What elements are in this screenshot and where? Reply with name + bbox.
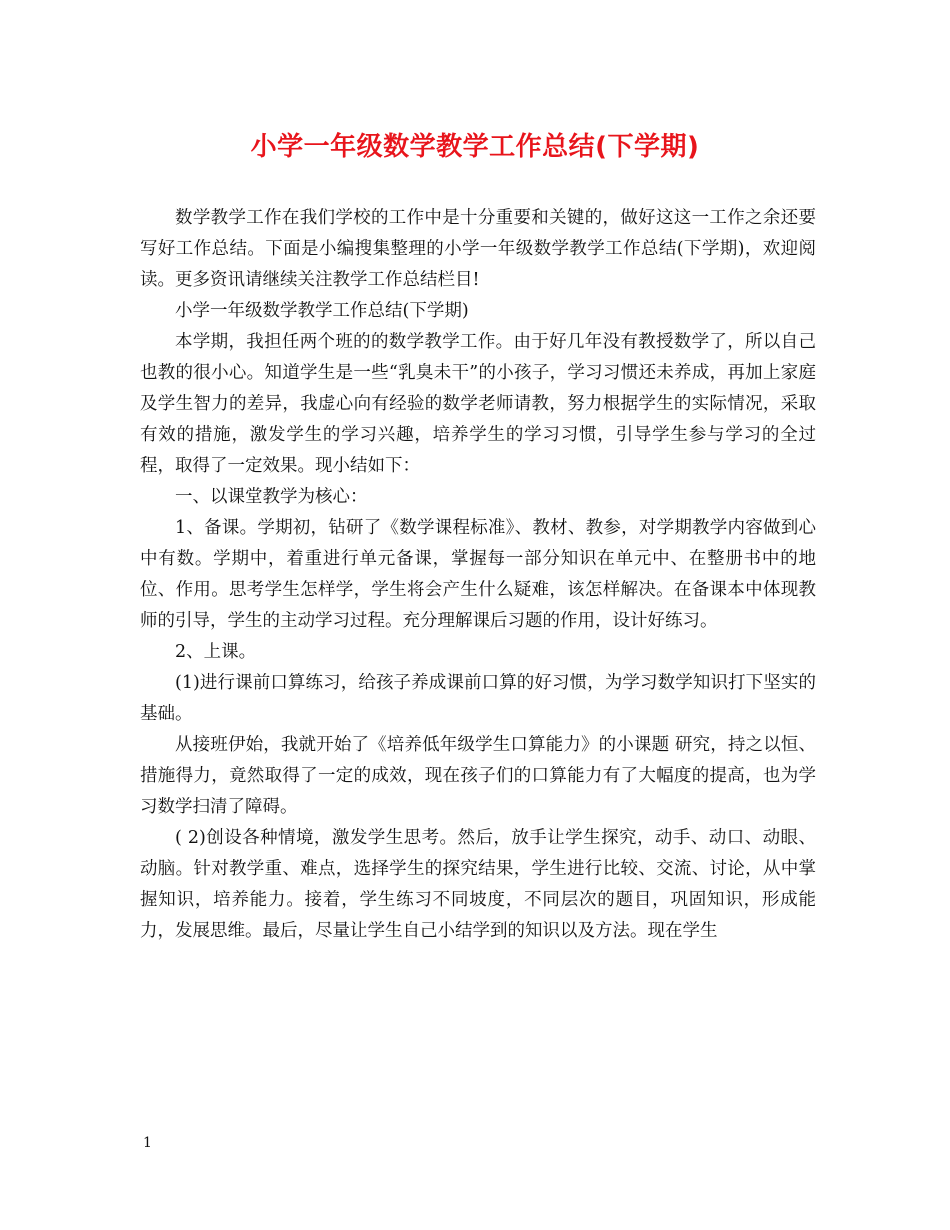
body-paragraph: 从接班伊始，我就开始了《培养低年级学生口算能力》的小课题 研究，持之以恒、措施得力，竟然取得了一定的成效，现在孩子们的口算能力有了大幅度的提高，也为学习数学扫清了障碍。	[140, 735, 816, 817]
subtitle-paragraph: 小学一年级数学教学工作总结(下学期)	[175, 301, 469, 321]
body-paragraph: (1)进行课前口算练习，给孩子养成课前口算的好习惯，为学习数学知识打下坚实的基础。	[140, 673, 816, 724]
page-number: 1	[143, 1135, 152, 1151]
body-paragraph: 1、备课。学期初，钻研了《数学课程标准》、教材、教参，对学期教学内容做到心中有数。学期中，着重进行单元备课，掌握每一部分知识在单元中、在整册书中的地位、作用。思考学生怎样学，学生将会产生什么疑难，该怎样解决。在备课本中体现教师的引导，学生的主动学习过程。充分理解课后习题的作用，设计好练习。	[140, 518, 816, 631]
document-body	[140, 203, 816, 947]
subsection-heading: 2、上课。	[175, 642, 257, 662]
body-paragraph: ( 2)创设各种情境，激发学生思考。然后，放手让学生探究，动手、动口、动眼、动脑。针对教学重、难点，选择学生的探究结果，学生进行比较、交流、讨论，从中掌握知识，培养能力。接着，学生练习不同坡度，不同层次的题目，巩固知识，形成能力，发展思维。最后，尽量让学生自己小结学到的知识以及方法。现在学生	[140, 828, 816, 941]
intro-paragraph: 数学教学工作在我们学校的工作中是十分重要和关键的，做好这这一工作之余还要写好工作总结。下面是小编搜集整理的小学一年级数学教学工作总结(下学期)，欢迎阅读。更多资讯请继续关注教学工作总结栏目!	[140, 208, 816, 290]
page-title: 小学一年级数学教学工作总结(下学期)	[250, 132, 700, 162]
section-heading: 一、以课堂教学为核心：	[175, 487, 368, 507]
body-paragraph: 本学期，我担任两个班的的数学教学工作。由于好几年没有教授数学了，所以自己也教的很小心。知道学生是一些“乳臭未干”的小孩子，学习习惯还未养成，再加上家庭及学生智力的差异，我虚心向有经验的数学老师请教，努力根据学生的实际情况，采取有效的措施，激发学生的学习兴趣，培养学生的学习习惯，引导学生参与学习的全过程，取得了一定效果。现小结如下：	[140, 332, 816, 476]
